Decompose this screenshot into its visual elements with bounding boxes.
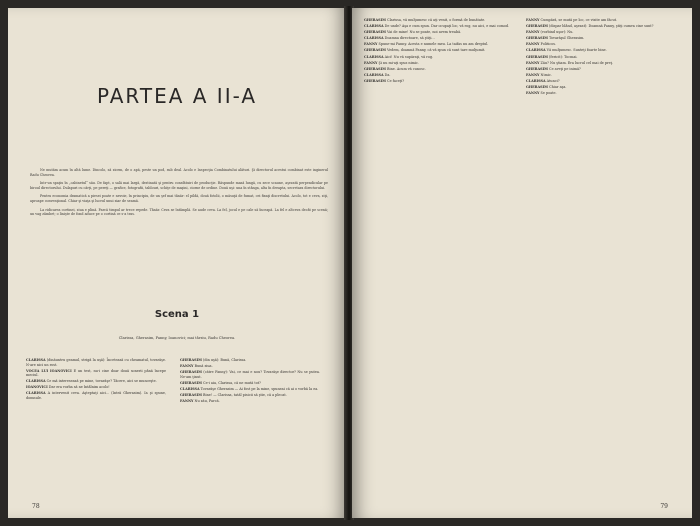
speaker-name: GHERASIM (180, 370, 202, 375)
speaker-name: GHERASIM (364, 66, 386, 71)
dialogue-line (364, 42, 516, 47)
dialogue-line (526, 42, 678, 47)
dialogue-line (364, 36, 516, 41)
dialogue-column-right-1 (364, 18, 516, 85)
part-title: PARTEA A II-A (96, 84, 258, 108)
dialogue-text: De unde? Aşa e cum spun. Dar ocupaţi loc, vă rog, nu aici, e mai comod. (384, 24, 510, 29)
speaker-name: CLARISSA (26, 379, 46, 384)
dialogue-line (180, 381, 320, 386)
dialogue-text: (din uşă): Bună, Clarissa. (203, 358, 247, 362)
scene-title: Scena 1 (154, 309, 200, 320)
dialogue-text: Se poate. (540, 91, 557, 96)
dialogue-line (526, 73, 678, 78)
dialogue-line (180, 370, 320, 379)
dialogue-line (526, 36, 678, 41)
dialogue-text: Aici! Nu vă supăraţi, vă rog. (384, 54, 434, 59)
dialogue-text: Bine! — Clarissa, tatăl pisicii să ştie, că a plecat. (203, 392, 287, 397)
speaker-name: CLARISSA (364, 54, 384, 59)
speaker-name: FANNY (526, 42, 540, 47)
dialogue-line (26, 358, 166, 367)
dialogue-text: Ce-i aia, Clarissa, că ne mută tot? (203, 380, 261, 385)
speaker-name: VOCEA LUI IOANOVICI (26, 368, 72, 373)
speaker-name: CLARISSA (364, 36, 384, 41)
dialogue-line (26, 369, 166, 378)
dialogue-text: Bine. Acum vă cunosc. (387, 66, 426, 71)
dialogue-line (364, 67, 516, 72)
dialogue-text: Da. (384, 72, 391, 77)
dialogue-text: Nimic. (540, 72, 552, 77)
dialogue-line (364, 18, 516, 23)
speaker-name: GHERASIM (364, 48, 386, 53)
dialogue-line (526, 24, 678, 29)
speaker-name: FANNY (526, 91, 540, 96)
left-page (8, 8, 346, 518)
dialogue-line (180, 399, 320, 404)
speaker-name: FANNY (364, 42, 378, 47)
speaker-name: GHERASIM (364, 30, 386, 35)
speaker-name: FANNY (526, 60, 540, 65)
dialogue-text: Nu zău, Parcă. (194, 399, 220, 404)
dialogue-line (364, 79, 516, 84)
dialogue-text: Clarissa, vă mulţumesc că aţi venit, o formă de bunătate. (387, 18, 486, 22)
dialogue-text: Doamna directoare, să ştiţi… (384, 36, 435, 41)
dialogue-text: Politicos. (540, 42, 557, 47)
dialogue-line (526, 85, 678, 90)
dialogue-line (180, 393, 320, 398)
dialogue-line (364, 30, 516, 35)
speaker-name: GHERASIM (180, 392, 202, 397)
speaker-name: GHERASIM (180, 380, 202, 385)
dialogue-text: Tovarăşe Gherasim — Ai fost pe la mine, spuneai că ai o vorbă la ea. (200, 386, 319, 391)
intro-text (30, 168, 328, 221)
dialogue-line (26, 379, 166, 384)
dialogue-line (364, 48, 516, 53)
dialogue-text: Vai de mine! Nu se poate, noi avem treabă. (387, 30, 462, 35)
dialogue-text: Ce faceţi? (387, 78, 405, 83)
dialogue-text: Cumpără, se mută pe loc, ce vizite am făcut. (540, 18, 618, 22)
intro-paragraph: Pentru economia dramatică a piesei poate e nevoie, în principiu, de un şef mai tânăr: el pildă, două fotolii, o măsuţă de fumat, cei fixaţi discretului. Acolo, tot e ceva, ziţi, aproape convenţional. Chiar şi viaţa şi lucrul unui ziar de seamă. (30, 194, 328, 203)
speaker-name: CLARISSA (364, 72, 384, 77)
speaker-name: CLARISSA (26, 391, 46, 396)
dialogue-text: Atunci? (546, 78, 560, 83)
page-number-right: 79 (660, 503, 668, 510)
dialogue-line (526, 79, 678, 84)
speaker-name: GHERASIM (364, 18, 386, 22)
dialogue-line (526, 30, 678, 35)
dialogue-text: Vă mulţumesc. Sunteţi foarte bine. (546, 48, 607, 53)
dialogue-text: (dinăuntru geamul, strigă la uşă): Încetează cu cheamatul, tovarăşe. N-are nici un rost. (26, 358, 166, 367)
dialogue-text: Tovarăşul Gherasim. (549, 36, 585, 41)
speaker-name: FANNY (180, 364, 194, 369)
dialogue-text: Şi nu mi-aţi spus nimic. (378, 60, 419, 65)
speaker-name: IOANOVICI (26, 385, 48, 390)
dialogue-column-left-2 (180, 358, 320, 405)
dialogue-text: (fericit): Tocmai. (549, 54, 578, 59)
dialogue-text: (vorbind uşor): Nu. (540, 30, 574, 35)
dialogue-text: Vedem, doamnă Fanny, că vă spun că sunt tare mulţumit. (387, 48, 486, 53)
dialogue-text: Ce aveţi pe inimă? (549, 66, 581, 71)
speaker-name: CLARISSA (364, 24, 384, 29)
cast-list: Clarissa, Gherasim, Fanny, Ioanovici; mai târziu, Radu Cheorea. (118, 336, 236, 340)
intro-paragraph: Ne mutăm acum în altă lume. Dincolo, să zicem, de o apă, peste un pod, sub deal. Acolo e Inspecţia Combinatului alături. Şi directorul acestui combinat este inginerul Radu Cheorea. (30, 168, 328, 177)
dialogue-text: Spune-mi Fanny. Acesta e numele meu. La taifas nu am dreptul. (378, 42, 489, 47)
dialogue-line (364, 61, 516, 66)
dialogue-line (526, 67, 678, 72)
dialogue-line (526, 18, 678, 23)
dialogue-text: A intervenit ceva. Aşteptaţi aici… (Intră Gherasim). Ia şi spune, domnule. (26, 391, 166, 400)
speaker-name: FANNY (526, 72, 540, 77)
speaker-name: FANNY (180, 399, 194, 404)
dialogue-line (364, 55, 516, 60)
speaker-name: GHERASIM (526, 66, 548, 71)
speaker-name: GHERASIM (180, 358, 202, 362)
speaker-name: GHERASIM (364, 78, 386, 83)
speaker-name: GHERASIM (526, 36, 548, 41)
dialogue-line (26, 385, 166, 390)
intro-paragraph: Intr-un spaţiu în „cabinetul“ său. De fapt, o sală mai largă, destinată şi pentru consfătuiri de producţie. Răspunde masă lungă, cu zece scaune, aşezată perpendicular pe biroul directorului. Dulapuri cu cărţi, pe pereţi — grafice, fotografii, tablouri, schiţe de maşini, ciorne de ordine. Două uşi: una în stânga, alta în dreapta, secretara directorului. (30, 181, 328, 190)
dialogue-text: (către Fanny): Vai, ce mai e nou? Tovarăşe director? Nu se putea. Ne-am ţinut. (180, 370, 321, 379)
speaker-name: CLARISSA (180, 386, 200, 391)
dialogue-text: Dar era vorba să ne întâlnim acolo! (48, 385, 110, 390)
dialogue-line (526, 61, 678, 66)
page-number-left: 78 (32, 503, 40, 510)
dialogue-column-right-2 (526, 18, 678, 97)
speaker-name: GHERASIM (526, 24, 548, 29)
dialogue-line (364, 24, 516, 29)
dialogue-text: Zău? Nu ştiam. Era lucrul cel mai de preţ. (540, 60, 614, 65)
dialogue-line (526, 48, 678, 53)
speaker-name: GHERASIM (526, 85, 548, 90)
speaker-name: CLARISSA (526, 78, 546, 83)
speaker-name: GHERASIM (526, 54, 548, 59)
speaker-name: CLARISSA (26, 358, 46, 362)
dialogue-line (26, 391, 166, 400)
right-page (352, 8, 692, 518)
speaker-name: FANNY (526, 18, 540, 22)
dialogue-text: (dispar blând, aşezat): Doamnă Fanny, ştiţi cumva cine sunt? (549, 24, 654, 29)
speaker-name: CLARISSA (526, 48, 546, 53)
dialogue-column-left-1 (26, 358, 166, 402)
speaker-name: FANNY (364, 60, 378, 65)
dialogue-line (364, 73, 516, 78)
dialogue-line (526, 91, 678, 96)
intro-paragraph: La ridicarea cortinei, ziua e plină. Parcă timpul ar trece repede. Tânăr. Ceva se întâmplă. Se aude ceva. La fel, jocul e pe cale să înceapă. La fel e altceva decât pe scenă; un vag zâmbet; o linişte de fond aduce pe o cortină ce s-a tras. (30, 207, 328, 217)
dialogue-text: Chiar aşa. (549, 85, 567, 90)
dialogue-line (180, 358, 320, 363)
dialogue-line (180, 387, 320, 392)
speaker-name: FANNY (526, 30, 540, 35)
dialogue-text: Bună ziua. (194, 364, 213, 369)
dialogue-text: E un test, nu-i cine doar două sonerii până începe meciul. (26, 368, 166, 378)
dialogue-line (526, 55, 678, 60)
dialogue-text: Ce mă interesează pe mine, tovarăşe? Tăcere, aici se munceşte. (46, 379, 157, 384)
dialogue-line (180, 364, 320, 369)
